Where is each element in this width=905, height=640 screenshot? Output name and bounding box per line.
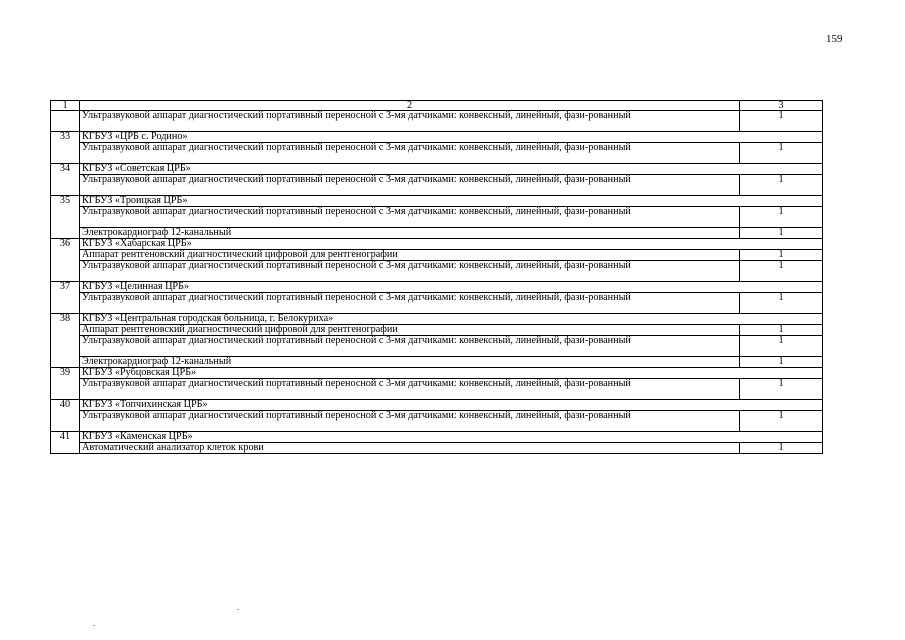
equipment-name-cell: Электрокардиограф 12-канальный <box>80 228 740 239</box>
equipment-row <box>51 261 823 282</box>
equipment-row <box>51 111 823 132</box>
org-name-cell: КГБУЗ «Топчихинская ЦРБ» <box>80 400 823 411</box>
org-row <box>51 400 823 411</box>
org-row <box>51 164 823 175</box>
quantity-cell: 1 <box>740 379 823 400</box>
equipment-row <box>51 207 823 228</box>
org-name-cell: КГБУЗ «Рубцовская ЦРБ» <box>80 368 823 379</box>
row-number-cell: 38 <box>51 314 80 368</box>
equipment-row <box>51 443 823 454</box>
quantity-cell: 1 <box>740 336 823 357</box>
quantity-cell: 1 <box>740 175 823 196</box>
table-header-row <box>51 101 823 111</box>
quantity-cell: 1 <box>740 111 823 132</box>
equipment-name-cell: Ультразвуковой аппарат диагностический портативный переносной с 3-мя датчиками: конвексный, линейный, фази-рованный <box>80 207 740 228</box>
quantity-cell: 1 <box>740 357 823 368</box>
equipment-table-body <box>51 101 823 454</box>
equipment-name-cell: Ультразвуковой аппарат диагностический портативный переносной с 3-мя датчиками: конвексный, линейный, фази-рованный <box>80 293 740 314</box>
quantity-cell: 1 <box>740 228 823 239</box>
scan-speck <box>93 625 95 626</box>
org-name-cell: КГБУЗ «Троицкая ЦРБ» <box>80 196 823 207</box>
quantity-cell: 1 <box>740 293 823 314</box>
equipment-name-cell: Аппарат рентгеновский диагностический цифровой для рентгенографии <box>80 325 740 336</box>
equipment-row <box>51 379 823 400</box>
equipment-row <box>51 143 823 164</box>
org-name-cell: КГБУЗ «Каменская ЦРБ» <box>80 432 823 443</box>
equipment-name-cell: Электрокардиограф 12-канальный <box>80 357 740 368</box>
equipment-row <box>51 175 823 196</box>
equipment-table <box>50 100 823 454</box>
org-name-cell: КГБУЗ «Хабарская ЦРБ» <box>80 239 823 250</box>
quantity-cell: 1 <box>740 143 823 164</box>
equipment-name-cell: Автоматический анализатор клеток крови <box>80 443 740 454</box>
org-row <box>51 132 823 143</box>
org-name-cell: КГБУЗ «Советская ЦРБ» <box>80 164 823 175</box>
quantity-cell: 1 <box>740 250 823 261</box>
page-number: 159 <box>826 33 843 45</box>
row-number-cell: 36 <box>51 239 80 282</box>
equipment-row <box>51 228 823 239</box>
equipment-row <box>51 411 823 432</box>
header-cell-num: 1 <box>51 101 80 111</box>
org-row <box>51 196 823 207</box>
equipment-row <box>51 336 823 357</box>
equipment-name-cell: Ультразвуковой аппарат диагностический портативный переносной с 3-мя датчиками: конвексный, линейный, фази-рованный <box>80 175 740 196</box>
row-number-cell <box>51 111 80 132</box>
row-number-cell: 39 <box>51 368 80 400</box>
org-name-cell: КГБУЗ «ЦРБ с. Родино» <box>80 132 823 143</box>
row-number-cell: 35 <box>51 196 80 239</box>
equipment-row <box>51 325 823 336</box>
equipment-name-cell: Ультразвуковой аппарат диагностический портативный переносной с 3-мя датчиками: конвексный, линейный, фази-рованный <box>80 411 740 432</box>
quantity-cell: 1 <box>740 443 823 454</box>
org-name-cell: КГБУЗ «Центральная городская больница, г. Белокуриха» <box>80 314 823 325</box>
equipment-row <box>51 250 823 261</box>
org-row <box>51 314 823 325</box>
equipment-name-cell: Ультразвуковой аппарат диагностический портативный переносной с 3-мя датчиками: конвексный, линейный, фази-рованный <box>80 111 740 132</box>
quantity-cell: 1 <box>740 261 823 282</box>
equipment-row <box>51 357 823 368</box>
equipment-name-cell: Ультразвуковой аппарат диагностический портативный переносной с 3-мя датчиками: конвексный, линейный, фази-рованный <box>80 143 740 164</box>
equipment-name-cell: Ультразвуковой аппарат диагностический портативный переносной с 3-мя датчиками: конвексный, линейный, фази-рованный <box>80 261 740 282</box>
header-cell-name: 2 <box>80 101 740 111</box>
row-number-cell: 34 <box>51 164 80 196</box>
org-row <box>51 282 823 293</box>
row-number-cell: 40 <box>51 400 80 432</box>
header-cell-qty: 3 <box>740 101 823 111</box>
org-row <box>51 368 823 379</box>
row-number-cell: 33 <box>51 132 80 164</box>
org-row <box>51 239 823 250</box>
equipment-row <box>51 293 823 314</box>
equipment-name-cell: Ультразвуковой аппарат диагностический портативный переносной с 3-мя датчиками: конвексный, линейный, фази-рованный <box>80 336 740 357</box>
equipment-name-cell: Ультразвуковой аппарат диагностический портативный переносной с 3-мя датчиками: конвексный, линейный, фази-рованный <box>80 379 740 400</box>
quantity-cell: 1 <box>740 411 823 432</box>
row-number-cell: 37 <box>51 282 80 314</box>
quantity-cell: 1 <box>740 325 823 336</box>
org-name-cell: КГБУЗ «Целинная ЦРБ» <box>80 282 823 293</box>
row-number-cell: 41 <box>51 432 80 454</box>
equipment-name-cell: Аппарат рентгеновский диагностический цифровой для рентгенографии <box>80 250 740 261</box>
org-row <box>51 432 823 443</box>
quantity-cell: 1 <box>740 207 823 228</box>
scan-speck <box>237 609 239 610</box>
